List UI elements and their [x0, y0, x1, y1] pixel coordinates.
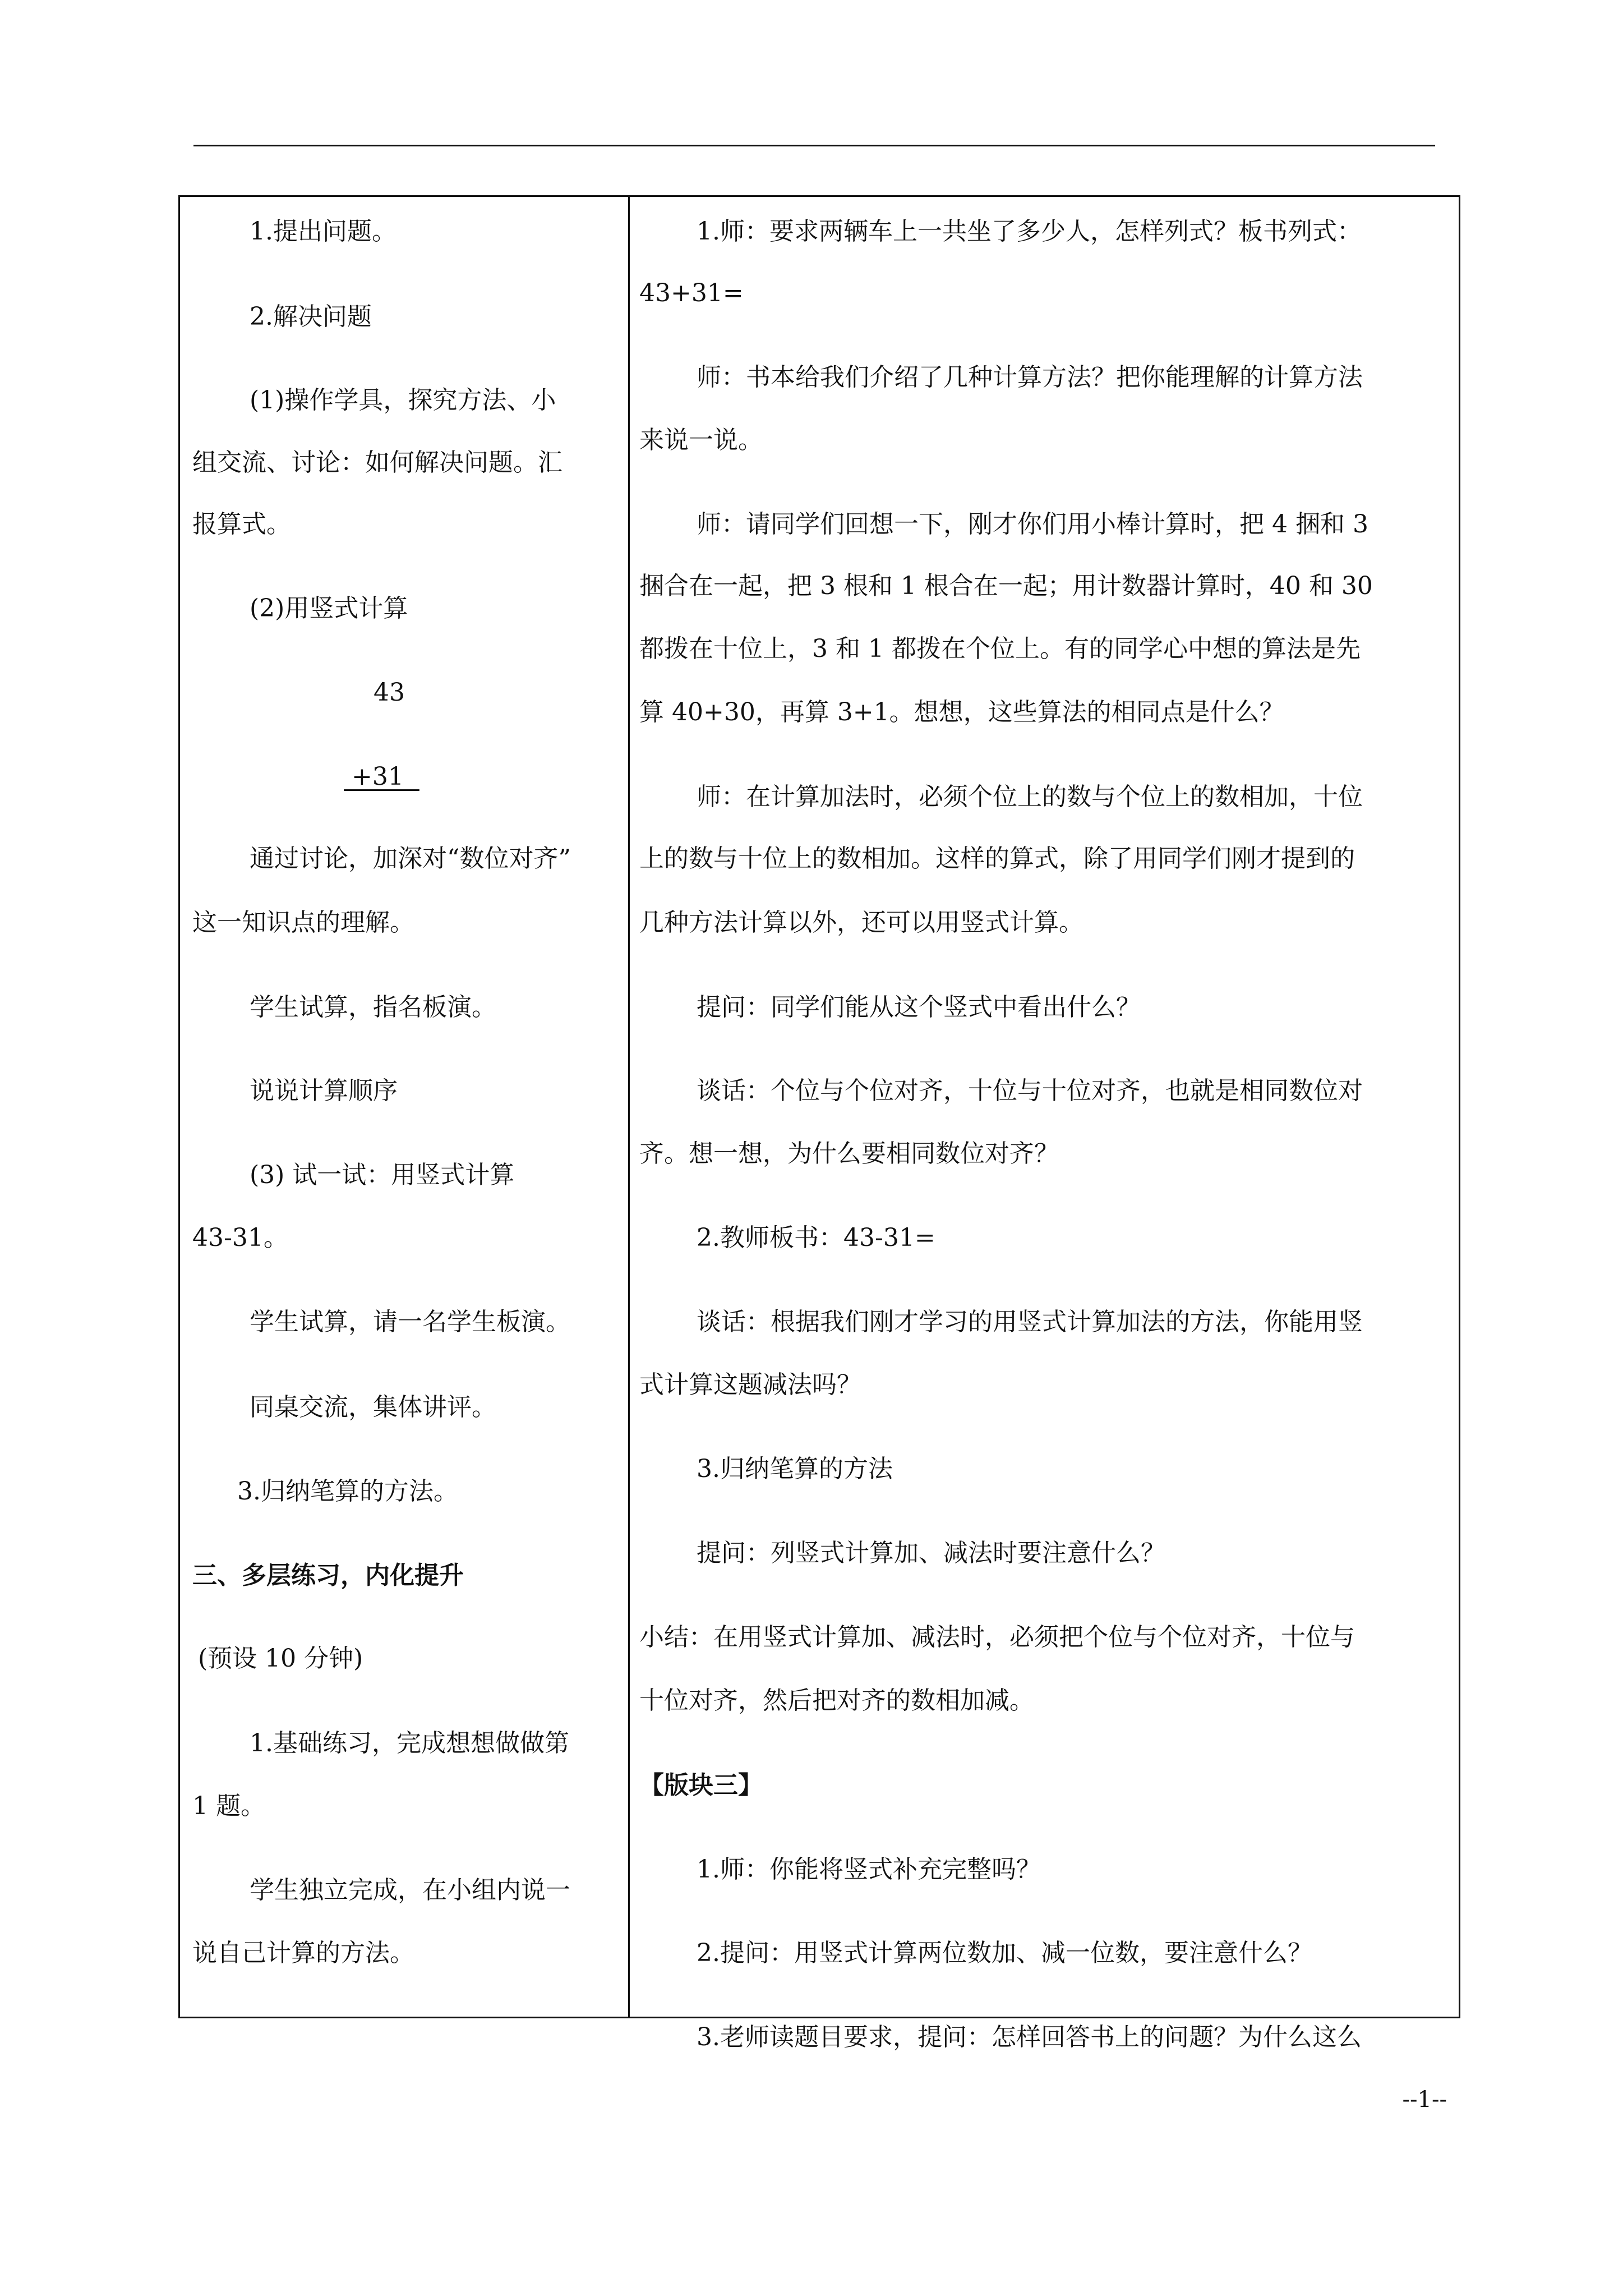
section-heading: 三、多层练习，内化提升	[192, 1561, 464, 1590]
text-line: 学生试算，指名板演。	[250, 993, 496, 1022]
text-line: 算 40+30，再算 3+1。想想，这些算法的相同点是什么？	[639, 698, 1284, 726]
text-line: 1.提出问题。	[250, 217, 396, 246]
text-line: 提问：同学们能从这个竖式中看出什么？	[697, 993, 1141, 1022]
text-line: 齐。想一想，为什么要相同数位对齐？	[639, 1139, 1059, 1168]
text-line: 通过讨论，加深对“数位对齐”	[250, 844, 571, 873]
text-line: 2.教师板书：43-31=	[697, 1223, 935, 1252]
text-line: 说自己计算的方法。	[192, 1939, 414, 1967]
text-line: (2)用竖式计算	[250, 594, 408, 623]
text-line: 报算式。	[192, 510, 291, 539]
text-line: 十位对齐，然后把对齐的数相加减。	[639, 1686, 1034, 1715]
text-line: 3.归纳笔算的方法	[697, 1455, 893, 1483]
header-rule	[193, 145, 1435, 146]
text-line: 3.归纳笔算的方法。	[237, 1477, 458, 1506]
text-line: 师：请同学们回想一下，刚才你们用小棒计算时，把 4 捆和 3	[697, 510, 1368, 539]
text-line: 几种方法计算以外，还可以用竖式计算。	[639, 908, 1083, 937]
text-line: 师：书本给我们介绍了几种计算方法？把你能理解的计算方法	[697, 363, 1363, 392]
text-line: 都拨在十位上，3 和 1 都拨在个位上。有的同学心中想的算法是先	[639, 634, 1361, 663]
text-line: 学生独立完成，在小组内说一	[250, 1876, 570, 1904]
text-line: (3) 试一试：用竖式计算	[250, 1161, 515, 1189]
text-line: 谈话：根据我们刚才学习的用竖式计算加法的方法，你能用竖	[697, 1308, 1363, 1336]
vertical-calc-bottom-value: +31	[344, 762, 419, 791]
text-line: 1.师：要求两辆车上一共坐了多少人，怎样列式？板书列式：	[697, 217, 1362, 246]
text-line: 2.提问：用竖式计算两位数加、减一位数，要注意什么？	[697, 1939, 1312, 1967]
text-line: 同桌交流，集体讲评。	[250, 1393, 496, 1421]
text-line: 组交流、讨论：如何解决问题。汇	[192, 448, 562, 477]
text-line: 来说一说。	[639, 426, 763, 454]
text-line: 捆合在一起，把 3 根和 1 根合在一起；用计数器计算时，40 和 30	[639, 572, 1373, 600]
text-line: 上的数与十位上的数相加。这样的算式，除了用同学们刚才提到的	[639, 844, 1355, 873]
text-line: 学生试算，请一名学生板演。	[250, 1308, 570, 1336]
section-heading: 【版块三】	[639, 1771, 763, 1800]
text-line: (预设 10 分钟)	[198, 1644, 363, 1673]
text-line: 式计算这题减法吗？	[639, 1370, 861, 1399]
text-line: 师：在计算加法时，必须个位上的数与个位上的数相加，十位	[697, 783, 1363, 811]
text-line: 说说计算顺序	[250, 1076, 398, 1105]
text-line: 谈话：个位与个位对齐，十位与十位对齐，也就是相同数位对	[697, 1076, 1363, 1105]
column-divider	[628, 195, 630, 2018]
vertical-calc-top: 43	[374, 678, 405, 707]
text-line: 1 题。	[192, 1792, 265, 1820]
text-line: 小结：在用竖式计算加、减法时，必须把个位与个位对齐，十位与	[639, 1623, 1355, 1651]
text-line: 提问：列竖式计算加、减法时要注意什么？	[697, 1539, 1165, 1567]
text-line: 2.解决问题	[250, 302, 372, 331]
vertical-calc-bottom	[344, 761, 419, 793]
text-line: (1)操作学具，探究方法、小	[250, 386, 556, 415]
text-line: 43+31=	[639, 279, 744, 307]
text-line: 3.老师读题目要求，提问：怎样回答书上的问题？为什么这么	[697, 2023, 1362, 2051]
page-number: --1--	[1402, 2087, 1447, 2113]
text-line: 这一知识点的理解。	[192, 908, 414, 937]
text-line: 43-31。	[192, 1223, 288, 1252]
text-line: 1.基础练习，完成想想做做第	[250, 1729, 569, 1757]
text-line: 1.师：你能将竖式补充完整吗？	[697, 1855, 1041, 1884]
